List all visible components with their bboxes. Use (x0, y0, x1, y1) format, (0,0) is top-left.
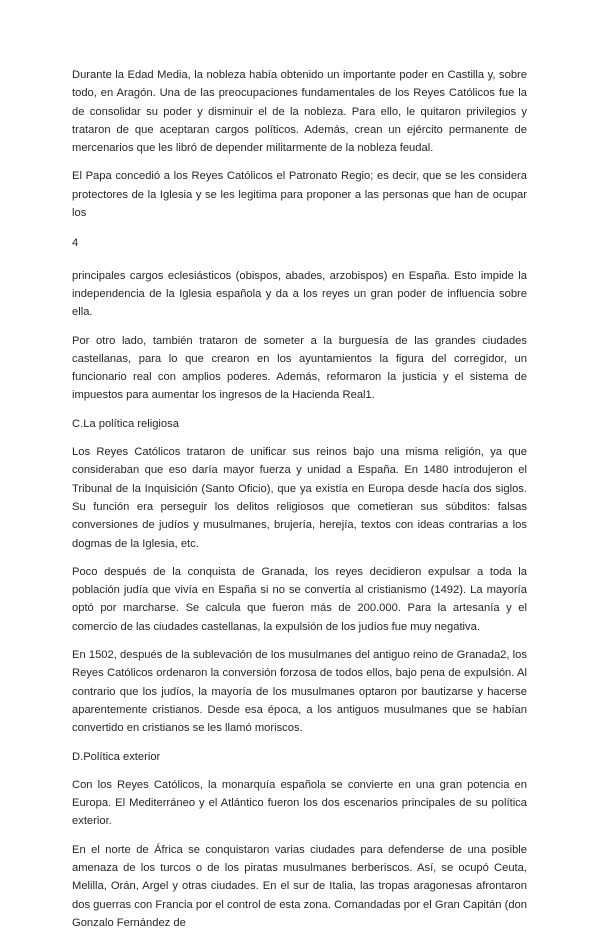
document-page (72, 66, 527, 942)
paragraph-burguesia: Por otro lado, también trataron de someter a la burguesía de las grandes ciudades castellanas, para lo que crearon en los ayuntamientos la figura del corregidor, un funcionario real con amplios poderes. Además, reformaron la justicia y el sistema de impuestos para aumentar los ingresos de la Hacienda Real1. (72, 334, 527, 402)
paragraph-africa-italia: En el norte de África se conquistaron varias ciudades para defenderse de una posible amenaza de los turcos o de los piratas musulmanes berberiscos. Así, se ocupó Ceuta, Melilla, Orán, Argel y otras ciudades. En el sur de Italia, las tropas aragonesas afrontaron dos guerras con Francia por el control de esta zona. Comandadas por el Gran Capitán (don Gonzalo Fernández de (72, 843, 527, 929)
paragraph-patronato: El Papa concedió a los Reyes Católicos el Patronato Regio; es decir, que se les considera protectores de la Iglesia y se les legitima para proponer a las personas que han de ocupar los (72, 170, 527, 220)
section-heading-politica-exterior: D.Política exterior (72, 750, 161, 763)
paragraph-cargos: principales cargos eclesiásticos (obispos, abades, arzobispos) en España. Esto impide la independencia de la Iglesia española y da a los reyes un gran poder de influencia sobre ella. (72, 269, 527, 319)
section-heading-politica-religiosa: C.La política religiosa (72, 417, 179, 430)
paragraph-nobleza: Durante la Edad Media, la nobleza había obtenido un importante poder en Castilla y, sobre todo, en Aragón. Una de las preocupaciones fundamentales de los Reyes Católicos fue la de consolidar su poder y disminuir el de la nobleza. Para ello, le quitaron privilegios y trataron de que aceptaran cargos políticos. Además, crean un ejército permanente de mercenarios que les libró de depender militarmente de la nobleza feudal. (72, 69, 527, 155)
paragraph-expulsion-judios: Poco después de la conquista de Granada, los reyes decidieron expulsar a toda la población judía que vivía en España si no se convertía al cristianismo (1492). La mayoría optó por marcharse. Se calcula que fueron más de 200.000. Para la artesanía y el comercio de las ciudades castellanas, la expulsión de los judíos fue muy negativa. (72, 565, 527, 633)
paragraph-moriscos: En 1502, después de la sublevación de los musulmanes del antiguo reino de Granada2, los Reyes Católicos ordenaron la conversión forzosa de todos ellos, bajo pena de expulsión. Al contrario que los judíos, la mayoría de los musulmanes optaron por bautizarse y hacerse aparentemente cristianos. Desde esa época, a los antiguos musulmanes que se habían convertido en cristianos se les llamó moriscos. (72, 649, 527, 735)
paragraph-potencia: Con los Reyes Católicos, la monarquía española se convierte en una gran potencia en Europa. El Mediterráneo y el Atlántico fueron los dos escenarios principales de su política exterior. (72, 778, 527, 828)
page-number: 4 (72, 237, 79, 250)
paragraph-inquisicion: Los Reyes Católicos trataron de unificar sus reinos bajo una misma religión, ya que consideraban que eso daría mayor fuerza y unidad a España. En 1480 introdujeron el Tribunal de la Inquisición (Santo Oficio), que ya existía en Europa desde hacía dos siglos. Su función era perseguir los delitos religiosos que cometieran sus súbditos: falsas conversiones de judíos y musulmanes, brujería, herejía, textos con ideas contrarias a los dogmas de la Iglesia, etc. (72, 446, 527, 550)
